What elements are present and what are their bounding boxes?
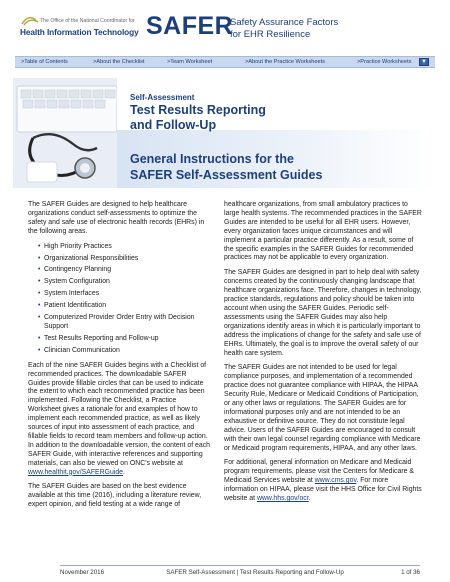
safer-subtitle-line2: for EHR Resilience (230, 29, 311, 40)
list-item: • Contingency Planning (38, 266, 210, 275)
list-item: • Test Results Reporting and Follow-up (38, 335, 210, 344)
safety-concerns-paragraph: The SAFER Guides are designed in part to help deal with safety concerns created by the continuously changing landscape that healthcare organizations face. Therefore, changes in technology, practice standards, regulations and policy should be taken into account when using the SAFER Guides. Periodic self-assessments using the SAFER Guides may also help organizations identify areas in which it is particularly important to address the implications of change for the safety and safe use of EHRs. Ultimately, the goal is to improve the overall safety of our health care system. (224, 269, 422, 357)
footer-title: SAFER Self-Assessment | Test Results Reporting and Follow-Up (166, 569, 344, 576)
saferguide-link[interactable]: www.healthit.gov/SAFERGuide (28, 468, 123, 476)
onc-logo (20, 14, 139, 40)
checklist-text: Each of the nine SAFER Guides begins with a Checklist of recommended practices. The downloadable SAFER Guides provide fillable circles that can be used to indicate the extent to which each recommended practice has been implemented. Following the Checklist, a Practice Worksheet gives a rationale for and examples of how to implement each recommended practice, as well as likely sources of input into assessment of each practice, and fillable fields to record team members and follow-up action. In addition to the downloadable version, the content of each SAFER Guide, with interactive references and supporting materials, can also be viewed on ONC's website at (28, 361, 210, 467)
nav-about-practice-worksheets[interactable]: >About the Practice Worksheets (245, 59, 325, 65)
list-item: • System Configuration (38, 278, 210, 287)
list-item: • Organizational Responsibilities (38, 255, 210, 264)
section-title-line2: SAFER Self-Assessment Guides (130, 168, 323, 182)
list-item: • Computerized Provider Order Entry with Decision Support (38, 314, 210, 332)
footer-date: November 2016 (60, 569, 105, 576)
section-title-line1: General Instructions for the (130, 152, 294, 166)
nav-practice-worksheets[interactable]: >Practice Worksheets (357, 59, 412, 65)
banner-image (13, 78, 117, 188)
onc-name-line2: Health Information Technology (20, 27, 139, 37)
list-item: • Patient Identification (38, 302, 210, 311)
list-item: • System Interfaces (38, 290, 210, 299)
footer-page-number: 1 of 36 (401, 569, 420, 576)
stethoscope-keyboard-image (13, 78, 117, 188)
left-column (28, 201, 210, 516)
additional-info-end: . (308, 495, 311, 503)
right-column (224, 201, 424, 510)
cms-link[interactable]: www.cms.gov (314, 477, 357, 485)
checklist-paragraph (28, 362, 210, 478)
safer-subtitle-line1: Safety Assurance Factors (230, 17, 339, 28)
additional-info-paragraph (224, 459, 424, 504)
checklist-end: . (122, 468, 125, 476)
nav-bar (15, 56, 435, 68)
nav-table-of-contents[interactable]: >Table of Contents (21, 59, 68, 65)
page-title-line1: Test Results Reporting (130, 103, 266, 117)
nav-about-checklist[interactable]: >About the Checklist (93, 59, 145, 65)
hhs-ocr-link[interactable]: www.hhs.gov/ocr (256, 495, 309, 503)
safer-logo-text: SAFER (146, 12, 234, 40)
evidence-paragraph: The SAFER Guides are based on the best evidence available at this time (2016), including a literature review, expert opinion, and field testing at a wide range of (28, 483, 202, 509)
legal-paragraph: The SAFER Guides are not intended to be used for legal compliance purposes, and implementation of a recommended practice does not guarantee compliance with HIPAA, the HIPAA Security Rule, Medicare or Medicaid Conditions of Participation, or any other laws or regulations. The SAFER Guides are for informational purposes only and are not intended to be an exhaustive or definitive source. They do not constitute legal advice. Users of the SAFER Guides are encouraged to consult with their own legal counsel regarding compliance with Medicare or Medicaid program requirements, HIPAA, and any other laws. (224, 364, 421, 452)
nav-team-worksheet[interactable]: >Team Worksheet (167, 59, 213, 65)
self-assessment-label: Self-Assessment (130, 93, 195, 102)
onc-name-line1: The Office of the National Coordinator for (40, 18, 135, 24)
intro-paragraph: The SAFER Guides are designed to help healthcare organizations conduct self-assessments to optimize the safety and safe use of electronic health records (EHRs) in the following areas. (28, 201, 205, 235)
page-header (0, 0, 450, 54)
list-item: • Clinician Communication (38, 347, 210, 356)
organizations-paragraph: healthcare organizations, from small ambulatory practices to large health systems. The recommended practices in the SAFER Guides are intended to be useful for all EHR users. However, every organization faces unique circumstances and will implement a particular practice differently. As a result, some of the specific examples in the SAFER Guides for recommended practices may not be applicable to every organization. (224, 201, 422, 262)
additional-info-text2: . For more information on HIPAA, please visit the HHS Office for Civil Rights website at (224, 477, 422, 503)
additional-info-text: For additional, general information on Medicare and Medicaid program requirements, please visit the Centers for Medicare & Medicaid Services website at (224, 459, 414, 485)
list-item: • High Priority Practices (38, 243, 210, 252)
guide-areas-list (38, 243, 210, 356)
chevron-down-icon[interactable]: ▼ (419, 58, 429, 66)
page-title-line2: and Follow-Up (130, 118, 217, 132)
page-footer (60, 565, 420, 576)
